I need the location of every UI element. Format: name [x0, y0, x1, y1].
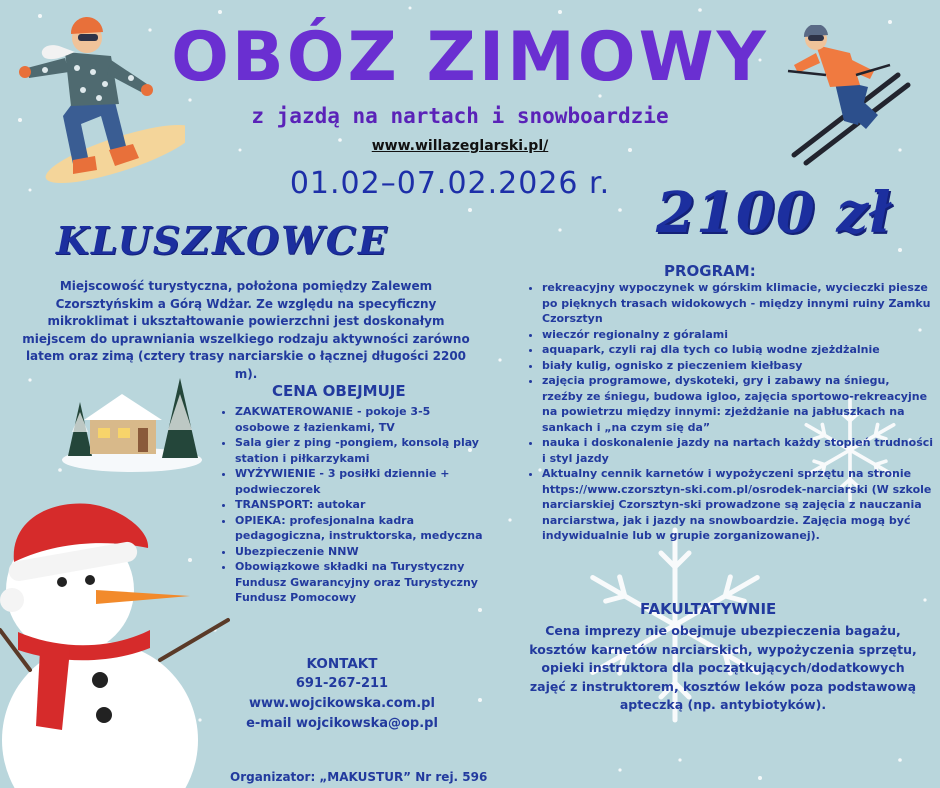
list-item: • OPIEKA: profesjonalna kadra pedagogiczna, instruktorska, medyczna [235, 513, 485, 544]
program-title: PROGRAM: [664, 262, 756, 280]
poster-subtitle: z jazdą na nartach i snowboardzie [251, 104, 669, 128]
contact-phone[interactable]: 691-267-211 [295, 676, 389, 691]
place-description: Miejscowość turystyczna, położona pomiędzy Zalewem Czorsztyńskim a Górą Wdżar. Ze względu na specyficzny mikroklimat i ukształtowanie powierzchni jest doskonałym miejscem do uprawniania wszelkiego rodzaju aktywności zarówno latem oraz zimą (cztery trasy narciarskie o łącznej długości 2200 m). [22, 279, 470, 381]
organizer-label: Organizator: „MAKUSTUR” Nr rej. 596 [230, 770, 488, 784]
poster-title: OBÓZ ZIMOWY [171, 18, 769, 97]
list-item: • ZAKWATEROWANIE - pokoje 3-5 osobowe z łazienkami, TV [235, 404, 485, 435]
list-item: • wieczór regionalny z góralami [542, 327, 934, 343]
fakultatywnie-title: FAKULTATYWNIE [640, 600, 777, 618]
price-label: 2100 zł [656, 180, 892, 246]
list-item: • nauka i doskonalenie jazdy na nartach każdy stopień trudności i styl jazdy [542, 435, 934, 466]
program-list [528, 280, 934, 544]
contact-email[interactable]: e-mail wojcikowska@op.pl [246, 716, 438, 731]
list-item: • aquapark, czyli raj dla tych co lubią wodne zjeżdżalnie [542, 342, 934, 358]
list-item: • zajęcia programowe, dyskoteki, gry i zabawy na śniegu, rzeźby ze śniegu, budowa igloo, zajęcia sportowo-rekreacyjne na powietrzu między innymi: zjeżdżanie na jabłuszkach na sankach i „na czym się da” [542, 373, 934, 435]
camp-dates: 01.02–07.02.2026 r. [289, 166, 611, 201]
place-name: KLUSZKOWCE [56, 218, 389, 263]
contact-website[interactable]: www.wojcikowska.com.pl [249, 696, 435, 711]
list-item: • biały kulig, ognisko z pieczeniem kiełbasy [542, 358, 934, 374]
snowy-house-icon [62, 372, 202, 472]
list-item: • Aktualny cennik karnetów i wypożyczeni sprzętu na stronie https://www.czorsztyn-ski.com.pl/osrodek-narciarski (W szkole narciarskiej Czorsztyn-ski prowadzone są zajęcia z nauczania narciarstwa, jak i jazdy na snowboardzie. Zajęcia mogą być indywidualnie lub w grupie zorganizowanej). [542, 466, 934, 544]
website-link[interactable]: www.willazeglarski.pl/ [371, 138, 549, 154]
contact-block [222, 654, 462, 734]
list-item: • Obowiązkowe składki na Turystyczny Fundusz Gwarancyjny oraz Turystyczny Fundusz Pomocowy [235, 559, 485, 606]
fakultatywnie-text: Cena imprezy nie obejmuje ubezpieczenia bagażu, kosztów karnetów narciarskich, wypożyczenia sprzętu, opieki instruktora dla początkujących/dodatkowych zajęć z instruktorem, kosztów leków poza podstawową apteczką (np. antybiotyków). [529, 623, 917, 712]
cena-list [218, 404, 485, 606]
list-item: • Ubezpieczenie NNW [235, 544, 485, 560]
list-item: • WYŻYWIENIE - 3 posiłki dziennie + podwieczorek [235, 466, 485, 497]
contact-title: KONTAKT [306, 656, 378, 672]
snowman-icon [0, 500, 230, 788]
list-item: • TRANSPORT: autokar [235, 497, 485, 513]
list-item: • rekreacyjny wypoczynek w górskim klimacie, wycieczki piesze po pięknych trasach widokowych - między innymi ruiny Zamku Czorsztyn [542, 280, 934, 327]
cena-title: CENA OBEJMUJE [272, 382, 406, 400]
list-item: • Sala gier z ping -pongiem, konsolą play station i piłkarzykami [235, 435, 485, 466]
